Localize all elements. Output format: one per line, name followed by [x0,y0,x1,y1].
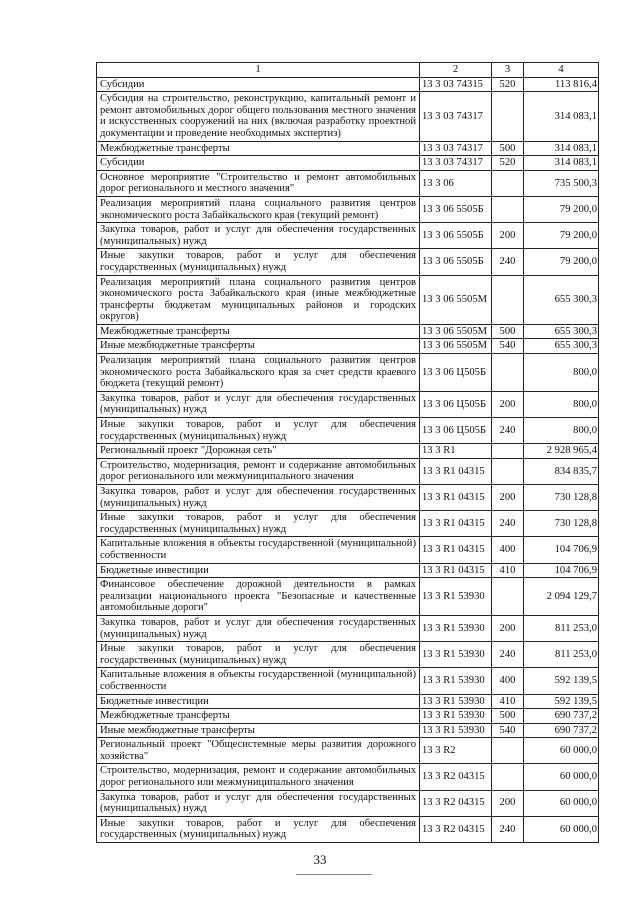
row-type-cell: 200 [492,790,524,816]
row-amount-cell: 730 128,8 [524,485,599,511]
row-code-cell: 13 3 R1 53930 [420,694,492,709]
row-type-cell: 500 [492,324,524,339]
row-name-cell: Строительство, модернизация, ремонт и содержание автомобильных дорог регионального или межмуниципального значения [97,764,420,790]
row-name-cell: Межбюджетные трансферты [97,709,420,724]
row-type-cell [492,764,524,790]
table-row [97,790,599,816]
row-type-cell: 540 [492,339,524,354]
table-row [97,275,599,324]
row-type-cell [492,444,524,459]
row-code-cell: 13 3 06 5505М [420,339,492,354]
row-name-cell: Реализация мероприятий плана социального развития центров экономического роста Забайкальского края за счет средств краевого бюджета (текущий ремонт) [97,354,420,392]
row-name-cell: Капитальные вложения в объекты государственной (муниципальной) собственности [97,537,420,563]
row-amount-cell: 655 300,3 [524,275,599,324]
row-code-cell: 13 3 06 Ц505Б [420,418,492,444]
row-code-cell: 13 3 06 5505Б [420,196,492,222]
row-name-cell: Финансовое обеспечение дорожной деятельности в рамках реализации национального проекта "Безопасные и качественные автомобильные дороги" [97,578,420,616]
row-type-cell: 240 [492,249,524,275]
table-row [97,196,599,222]
row-name-cell: Иные закупки товаров, работ и услуг для обеспечения государственных (муниципальных) нужд [97,642,420,668]
row-code-cell: 13 3 R2 04315 [420,764,492,790]
row-type-cell [492,458,524,484]
row-amount-cell: 735 500,3 [524,170,599,196]
row-amount-cell: 800,0 [524,354,599,392]
budget-table-body [97,63,599,843]
row-code-cell: 13 3 R1 04315 [420,511,492,537]
column-number-type: 3 [492,63,524,78]
table-row [97,816,599,842]
column-number-name: 1 [97,63,420,78]
row-amount-cell: 60 000,0 [524,790,599,816]
row-code-cell: 13 3 R2 04315 [420,816,492,842]
row-amount-cell: 104 706,9 [524,537,599,563]
row-type-cell: 540 [492,723,524,738]
row-type-cell: 200 [492,223,524,249]
column-number-amount: 4 [524,63,599,78]
row-code-cell: 13 3 R1 53930 [420,642,492,668]
row-amount-cell: 60 000,0 [524,816,599,842]
table-row [97,141,599,156]
row-amount-cell: 2 094 129,7 [524,578,599,616]
row-type-cell [492,92,524,141]
row-name-cell: Закупка товаров, работ и услуг для обеспечения государственных (муниципальных) нужд [97,790,420,816]
column-number-code: 2 [420,63,492,78]
table-row [97,668,599,694]
table-row [97,444,599,459]
row-amount-cell: 104 706,9 [524,563,599,578]
table-row [97,170,599,196]
row-amount-cell: 655 300,3 [524,339,599,354]
page-number: 33 [313,852,327,867]
budget-table [96,62,599,843]
row-code-cell: 13 3 03 74317 [420,92,492,141]
row-code-cell: 13 3 R1 04315 [420,485,492,511]
row-type-cell: 200 [492,391,524,417]
budget-table-container [96,62,598,843]
row-amount-cell: 800,0 [524,418,599,444]
row-amount-cell: 314 083,1 [524,141,599,156]
table-row [97,485,599,511]
row-amount-cell: 655 300,3 [524,324,599,339]
row-type-cell: 520 [492,156,524,171]
table-row [97,92,599,141]
row-amount-cell: 811 253,0 [524,615,599,641]
row-name-cell: Иные закупки товаров, работ и услуг для обеспечения государственных (муниципальных) нужд [97,418,420,444]
row-code-cell: 13 3 R1 [420,444,492,459]
row-amount-cell: 2 928 965,4 [524,444,599,459]
table-row [97,723,599,738]
table-row [97,694,599,709]
row-type-cell: 520 [492,77,524,92]
row-code-cell: 13 3 03 74317 [420,141,492,156]
row-name-cell: Иные межбюджетные трансферты [97,723,420,738]
table-row [97,324,599,339]
row-type-cell: 410 [492,563,524,578]
row-amount-cell: 314 083,1 [524,156,599,171]
row-code-cell: 13 3 03 74317 [420,156,492,171]
table-row [97,764,599,790]
row-name-cell: Закупка товаров, работ и услуг для обеспечения государственных (муниципальных) нужд [97,485,420,511]
row-name-cell: Региональный проект "Дорожная сеть" [97,444,420,459]
table-header-row [97,63,599,78]
table-row [97,537,599,563]
row-code-cell: 13 3 R1 04315 [420,458,492,484]
row-code-cell: 13 3 06 5505М [420,275,492,324]
row-type-cell: 500 [492,141,524,156]
row-name-cell: Иные закупки товаров, работ и услуг для обеспечения государственных (муниципальных) нужд [97,816,420,842]
row-amount-cell: 730 128,8 [524,511,599,537]
row-code-cell: 13 3 R1 53930 [420,578,492,616]
table-row [97,563,599,578]
row-type-cell [492,275,524,324]
footer-rule [296,874,372,875]
row-code-cell: 13 3 03 74315 [420,77,492,92]
row-name-cell: Иные закупки товаров, работ и услуг для обеспечения государственных (муниципальных) нужд [97,249,420,275]
row-name-cell: Закупка товаров, работ и услуг для обеспечения государственных (муниципальных) нужд [97,615,420,641]
row-type-cell [492,738,524,764]
row-amount-cell: 690 737,2 [524,709,599,724]
row-amount-cell: 592 139,5 [524,668,599,694]
row-amount-cell: 811 253,0 [524,642,599,668]
row-type-cell: 400 [492,668,524,694]
row-code-cell: 13 3 R1 53930 [420,723,492,738]
row-code-cell: 13 3 06 Ц505Б [420,391,492,417]
row-name-cell: Строительство, модернизация, ремонт и содержание автомобильных дорог регионального или межмуниципального значения [97,458,420,484]
row-code-cell: 13 3 06 Ц505Б [420,354,492,392]
table-row [97,418,599,444]
row-type-cell: 200 [492,615,524,641]
row-code-cell: 13 3 R1 04315 [420,537,492,563]
table-row [97,391,599,417]
row-amount-cell: 800,0 [524,391,599,417]
row-name-cell: Реализация мероприятий плана социального развития центров экономического роста Забайкальского края (иные межбюджетные трансферты бюджетам муниципальных районов и городских округов) [97,275,420,324]
row-code-cell: 13 3 06 [420,170,492,196]
row-type-cell: 200 [492,485,524,511]
row-name-cell: Межбюджетные трансферты [97,324,420,339]
row-name-cell: Основное мероприятие "Строительство и ремонт автомобильных дорог регионального и местного значения" [97,170,420,196]
row-type-cell [492,196,524,222]
row-name-cell: Региональный проект "Общесистемные меры развития дорожного хозяйства" [97,738,420,764]
row-code-cell: 13 3 R1 53930 [420,709,492,724]
row-type-cell: 240 [492,418,524,444]
row-name-cell: Капитальные вложения в объекты государственной (муниципальной) собственности [97,668,420,694]
table-row [97,223,599,249]
row-amount-cell: 79 200,0 [524,196,599,222]
row-code-cell: 13 3 06 5505Б [420,249,492,275]
row-type-cell: 240 [492,511,524,537]
row-type-cell: 410 [492,694,524,709]
row-type-cell: 240 [492,642,524,668]
row-name-cell: Закупка товаров, работ и услуг для обеспечения государственных (муниципальных) нужд [97,223,420,249]
row-amount-cell: 113 816,4 [524,77,599,92]
table-row [97,578,599,616]
row-code-cell: 13 3 R2 04315 [420,790,492,816]
row-amount-cell: 690 737,2 [524,723,599,738]
table-row [97,738,599,764]
table-row [97,249,599,275]
row-name-cell: Бюджетные инвестиции [97,694,420,709]
table-row [97,709,599,724]
row-amount-cell: 79 200,0 [524,223,599,249]
row-amount-cell: 60 000,0 [524,764,599,790]
row-code-cell: 13 3 R2 [420,738,492,764]
row-code-cell: 13 3 R1 04315 [420,563,492,578]
row-type-cell [492,354,524,392]
row-name-cell: Субсидии [97,77,420,92]
table-row [97,77,599,92]
row-name-cell: Межбюджетные трансферты [97,141,420,156]
row-type-cell: 400 [492,537,524,563]
row-name-cell: Субсидия на строительство, реконструкцию, капитальный ремонт и ремонт автомобильных дорог общего пользования местного значения и искусственных сооружений на них (включая разработку проектной документации и проведение необходимых экспертиз) [97,92,420,141]
row-name-cell: Иные межбюджетные трансферты [97,339,420,354]
row-name-cell: Реализация мероприятий плана социального развития центров экономического роста Забайкальского края (текущий ремонт) [97,196,420,222]
row-amount-cell: 79 200,0 [524,249,599,275]
table-row [97,339,599,354]
table-row [97,615,599,641]
row-amount-cell: 834 835,7 [524,458,599,484]
table-row [97,458,599,484]
table-row [97,156,599,171]
row-type-cell: 240 [492,816,524,842]
row-type-cell [492,170,524,196]
row-name-cell: Иные закупки товаров, работ и услуг для обеспечения государственных (муниципальных) нужд [97,511,420,537]
row-name-cell: Субсидии [97,156,420,171]
row-type-cell: 500 [492,709,524,724]
row-name-cell: Закупка товаров, работ и услуг для обеспечения государственных (муниципальных) нужд [97,391,420,417]
row-code-cell: 13 3 06 5505Б [420,223,492,249]
row-amount-cell: 592 139,5 [524,694,599,709]
table-row [97,642,599,668]
row-amount-cell: 60 000,0 [524,738,599,764]
table-row [97,511,599,537]
row-code-cell: 13 3 06 5505М [420,324,492,339]
row-name-cell: Бюджетные инвестиции [97,563,420,578]
table-row [97,354,599,392]
row-amount-cell: 314 083,1 [524,92,599,141]
row-code-cell: 13 3 R1 53930 [420,615,492,641]
row-code-cell: 13 3 R1 53930 [420,668,492,694]
row-type-cell [492,578,524,616]
